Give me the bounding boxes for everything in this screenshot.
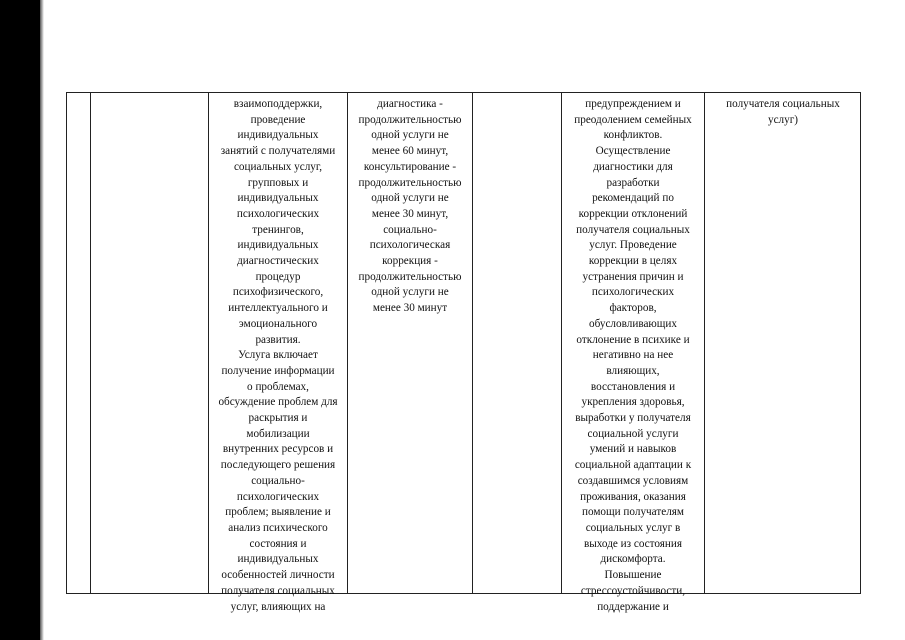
column-divider: [208, 92, 209, 594]
scan-black-edge: [0, 0, 40, 640]
column-divider: [347, 92, 348, 594]
column-divider: [472, 92, 473, 594]
service-description-cell: взаимоподдержки, проведение индивидуальных занятий с получателями социальных услуг, групповых и индивидуальных психологических тренингов, индивидуальных диагностических процедур психофизического, интеллектуального и эмоционального развития. Услуга включает получение информации о проблемах, обсуждение проблем для раскрытия и мобилизации внутренних ресурсов и последующего решения социально- психологических проблем; выявление и анализ психического состояния и индивидуальных особенностей личности получателя социальных услуг, влияющих на: [218, 98, 338, 613]
column-divider: [704, 92, 705, 594]
conditions-cell: получателя социальных услуг): [726, 98, 840, 126]
duration-cell: диагностика - продолжительностью одной услуги не менее 60 минут, консультирование - продолжительностью одной услуги не менее 30 минут, социально- психологическая коррекция - продолжительностью одной услуги не менее 30 минут: [358, 98, 462, 315]
column-divider: [561, 92, 562, 594]
quality-indicators-cell: предупреждением и преодолением семейных конфликтов. Осуществление диагностики для разработки рекомендаций по коррекции отклонений получателя социальных услуг. Проведение коррекции в целях устранения причин и психологических факторов, обусловливающих отклонение в психике и негативно на нее влияющих, восстановления и укрепления здоровья, выработки у получателя социальной услуги умений и навыков социальной адаптации к создавшимся условиям проживания, оказания помощи получателям социальных услуг в выходе из состояния дискомфорта. Повышение стрессоустойчивости, поддержание и: [574, 98, 692, 613]
column-divider: [90, 92, 91, 594]
